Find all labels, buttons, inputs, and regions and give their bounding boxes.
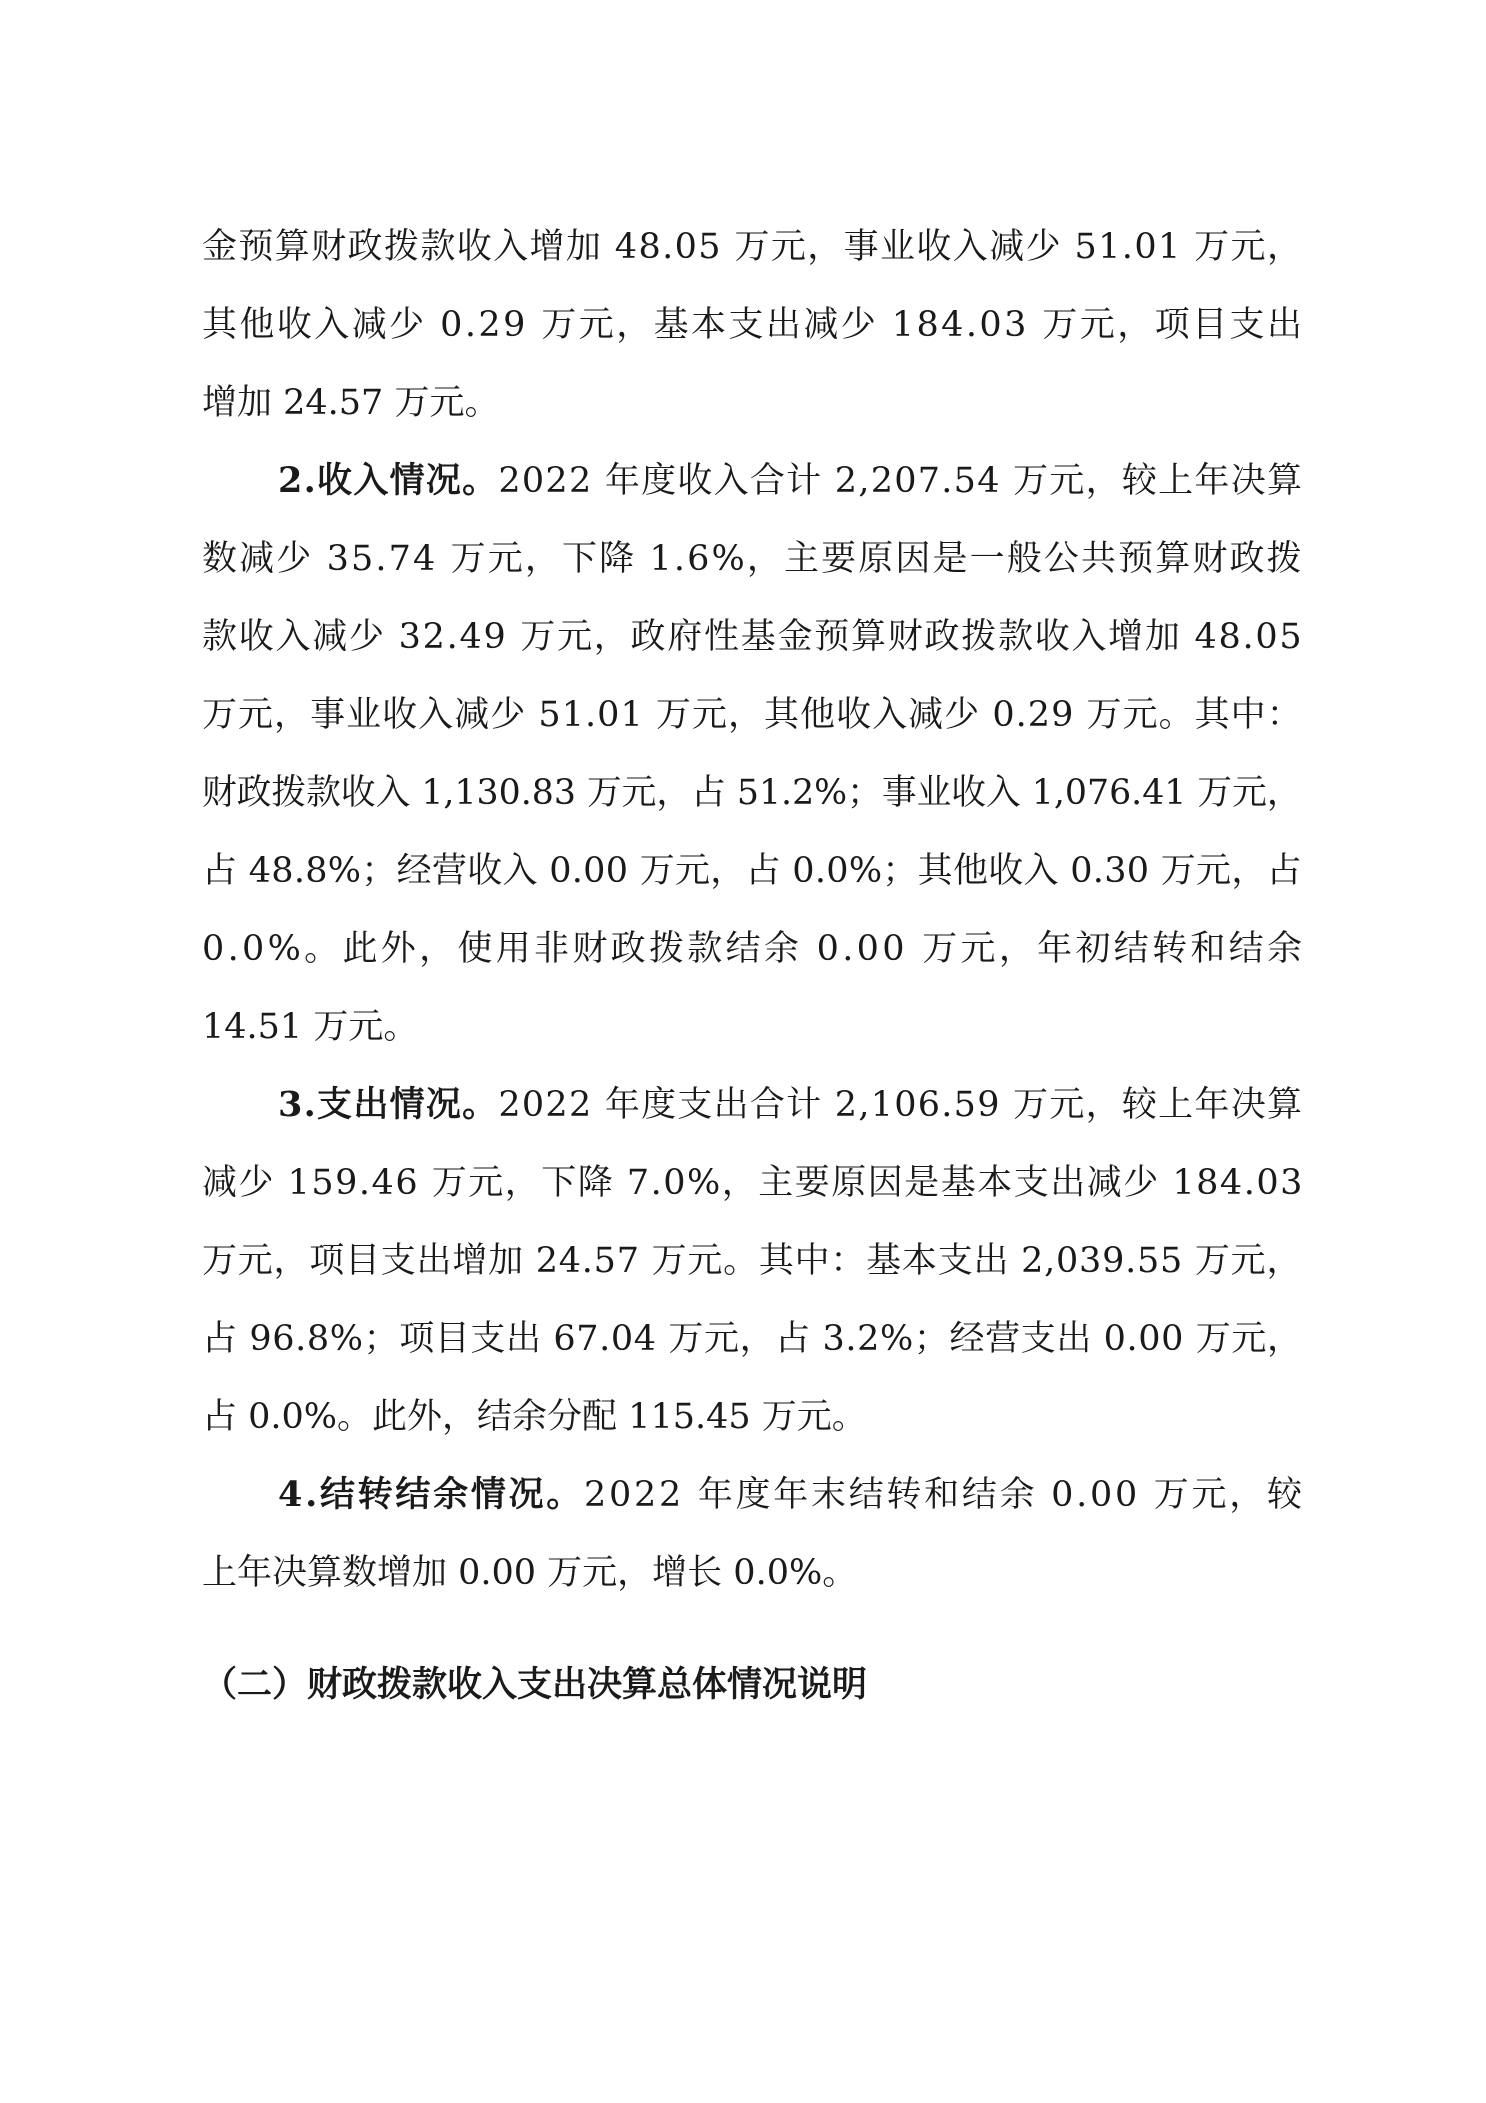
section-heading: （二）财政拨款收入支出决算总体情况说明 (202, 1664, 868, 1705)
line-text: 其他收入减少 0.29 万元，基本支出减少 184.03 万元，项目支出 (202, 305, 1305, 345)
text-line (202, 1222, 1302, 1300)
paragraph-lead: 2.收入情况。 (278, 460, 499, 501)
text-line (202, 442, 1302, 520)
line-text: 2022 年度支出合计 2,106.59 万元，较上年决算 (498, 1085, 1304, 1125)
line-text: 0.0%。此外，使用非财政拨款结余 0.00 万元，年初结转和结余 (202, 929, 1306, 969)
text-line (202, 1300, 1302, 1378)
line-text: 数减少 35.74 万元，下降 1.6%，主要原因是一般公共预算财政拨 (202, 539, 1304, 579)
text-line (202, 364, 1302, 442)
line-text: 减少 159.46 万元，下降 7.0%，主要原因是基本支出减少 184.03 (202, 1163, 1304, 1203)
text-line (202, 1144, 1302, 1222)
text-line (202, 676, 1302, 754)
line-text: 14.51 万元。 (202, 1007, 419, 1047)
text-line (202, 1456, 1305, 1534)
line-text: 占 48.8%；经营收入 0.00 万元，占 0.0%；其他收入 0.30 万元，占 (202, 851, 1302, 891)
text-line (202, 520, 1302, 598)
document-page (202, 208, 1306, 1724)
text-line (202, 208, 1302, 286)
line-text: 2022 年度收入合计 2,207.54 万元，较上年决算 (498, 461, 1304, 501)
line-text: 款收入减少 32.49 万元，政府性基金预算财政拨款收入增加 48.05 (202, 617, 1304, 657)
text-line (202, 1534, 1302, 1612)
text-line (202, 988, 1302, 1066)
line-text: 增加 24.57 万元。 (202, 383, 500, 423)
text-line (202, 754, 1302, 832)
paragraph-lead: 3.支出情况。 (278, 1084, 499, 1125)
line-text: 万元，事业收入减少 51.01 万元，其他收入减少 0.29 万元。其中： (202, 695, 1303, 735)
text-line (202, 832, 1302, 910)
text-line (202, 1066, 1302, 1144)
text-line (202, 286, 1305, 364)
line-text: 2022 年度年末结转和结余 0.00 万元，较 (584, 1475, 1305, 1515)
line-text: 万元，项目支出增加 24.57 万元。其中：基本支出 2,039.55 万元， (202, 1241, 1303, 1281)
line-text: 占 96.8%；项目支出 67.04 万元，占 3.2%；经营支出 0.00 万元， (202, 1319, 1303, 1359)
line-text: 占 0.0%。此外，结余分配 115.45 万元。 (202, 1397, 867, 1437)
line-text: 上年决算数增加 0.00 万元，增长 0.0%。 (202, 1553, 858, 1593)
text-line (202, 598, 1302, 676)
line-text: 金预算财政拨款收入增加 48.05 万元，事业收入减少 51.01 万元， (202, 227, 1304, 267)
text-line (202, 1378, 1302, 1456)
paragraph-lead: 4.结转结余情况。 (278, 1474, 585, 1515)
text-line (202, 910, 1306, 988)
line-text: 财政拨款收入 1,130.83 万元，占 51.2%；事业收入 1,076.41 万元， (202, 773, 1302, 813)
